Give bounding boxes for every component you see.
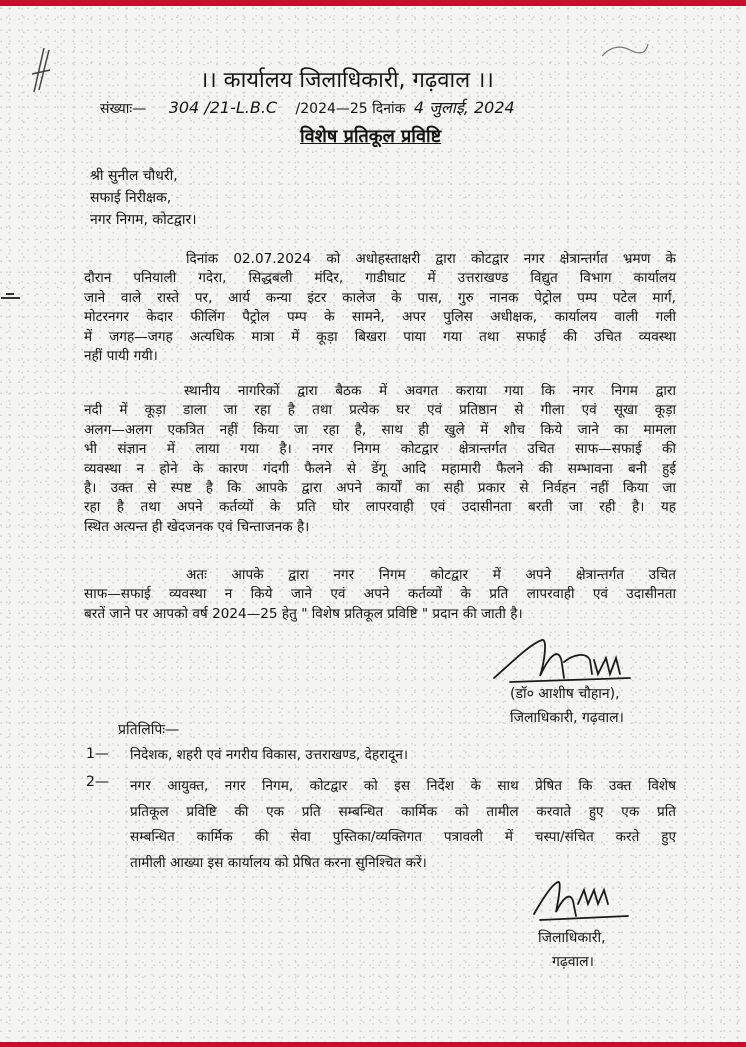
- paragraph-inspection: [84, 250, 676, 366]
- addressee-office: नगर निगम, कोटद्वार।: [90, 212, 197, 228]
- paragraph-line: भी संज्ञान में लाया गया है। नगर निगम कोटद्वार क्षेत्रान्तर्गत उचित साफ—सफाई की: [84, 441, 676, 458]
- paragraph-line: अलग—अलग एकत्रित नहीं किया जा रहा है, साथ ही खुले में शौच किये जाने का मामला: [84, 421, 676, 438]
- office-heading: ।। कार्यालय जिलाधिकारी, गढ़वाल ।।: [200, 68, 494, 93]
- copy-item-line: तामीली आख्या इस कार्यालय को प्रेषित करना सुनिश्चित करें।: [130, 854, 427, 871]
- paragraph-line: बरतें जाने पर आपको वर्ष 2024—25 हेतु " विशेष प्रतिकूल प्रविष्टि " प्रदान की जाती है।: [84, 605, 523, 622]
- copy-item: [130, 774, 676, 876]
- copy-item-line: प्रतिकूल प्रविष्टि की एक प्रति सम्बन्धित कार्मिक को तामील करवाते हुए एक प्रति: [130, 803, 676, 820]
- addressee-designation: सफाई निरीक्षक,: [90, 190, 172, 206]
- reference-number: 304 /21-L.B.C: [168, 98, 278, 117]
- paragraph-adverse-entry: [84, 566, 676, 624]
- handwritten-signature: [528, 874, 638, 924]
- subject-heading: विशेष प्रतिकूल प्रविष्टि: [300, 126, 442, 147]
- paragraph-line: है। उक्त से स्पष्ट है कि आपके द्वारा अपने कार्यों का सही प्रकार से निर्वहन नहीं किया जा: [84, 480, 676, 497]
- paragraph-line: मोटरनगर केदार फीलिंग पैट्रोल पम्प के सामने, अपर पुलिस अधीक्षक, कार्यालय वाली गली: [84, 309, 676, 326]
- letter-page: [0, 6, 746, 1042]
- signatory-designation: जिलाधिकारी, गढ़वाल।: [510, 710, 624, 726]
- paragraph-line: दौरान पनियाली गदेरा, सिद्धबली मंदिर, गाडीघाट में उत्तराखण्ड विद्युत विभाग कार्यालय: [84, 270, 676, 287]
- reference-label: संख्याः—: [100, 101, 147, 117]
- reference-suffix: /2024—25 दिनांक: [295, 101, 406, 117]
- copy-item-line: निदेशक, शहरी एवं नगरीय विकास, उत्तराखण्ड, देहरादून।: [130, 747, 409, 763]
- handwritten-signature: [490, 634, 640, 686]
- copy-to-heading: प्रतिलिपिः—: [118, 722, 180, 738]
- copy-item-line: सम्बन्धित कार्मिक की सेवा पुस्तिका/व्यक्तिगत पत्रावली में चस्पा/संचित करते हुए: [130, 829, 676, 845]
- paragraph-line: नदी में कूड़ा डाला जा रहा है तथा प्रत्येक घर एवं प्रतिष्ठान से गीला एवं सूखा कूड़ा: [84, 402, 676, 419]
- reference-line: [100, 96, 515, 118]
- margin-scribble-icon: [30, 44, 54, 94]
- corner-scribble-icon: [600, 38, 650, 62]
- letter-date: 4 जुलाई, 2024: [413, 98, 515, 117]
- paragraph-line: अतः आपके द्वारा नगर निगम कोटद्वार में अपने क्षेत्रान्तर्गत उचित: [186, 567, 676, 583]
- copy-item-number: 1—: [86, 746, 109, 762]
- copy-item-line: नगर आयुक्त, नगर निगम, कोटद्वार को इस निर्देश के साथ प्रेषित कि उक्त विशेष: [130, 778, 676, 794]
- paragraph-line: रहा है तथा अपने कर्तव्यों के प्रति घोर लापरवाही एवं उदासीनता बरती जा रही है। यह: [84, 499, 676, 516]
- margin-mark-icon: [0, 291, 22, 305]
- signatory-name: (डॉ० आशीष चौहान),: [510, 686, 620, 702]
- paragraph-line: जाने वाले रास्ते पर, आर्य कन्या इंटर कालेज के पास, गुरु नानक पेट्रोल पम्प पटेल मार्ग,: [84, 289, 676, 306]
- paragraph-line: स्थित अत्यन्त ही खेदजनक एवं चिन्ताजनक है।: [84, 518, 310, 535]
- paragraph-line: साफ—सफाई व्यवस्था न किये जाने एवं अपने कर्तव्यों के प्रति लापरवाही एवं उदासीनता: [84, 586, 676, 603]
- paragraph-line: दिनांक 02.07.2024 को अधोहस्ताक्षरी द्वारा कोटद्वार नगर क्षेत्रान्तर्गत भ्रमण के: [186, 251, 676, 267]
- paragraph-line: में जगह—जगह अत्यधिक मात्रा में कूड़ा बिखरा पाया गया तथा सफाई की उचित व्यवस्था: [84, 328, 676, 345]
- copy-item: [130, 746, 676, 765]
- paragraph-complaints: [84, 382, 676, 537]
- final-signatory-district: गढ़वाल।: [552, 954, 594, 970]
- paragraph-line: नहीं पायी गयी।: [84, 348, 158, 365]
- final-signatory-designation: जिलाधिकारी,: [538, 930, 606, 946]
- addressee-name: श्री सुनील चौधरी,: [90, 168, 178, 184]
- paragraph-line: स्थानीय नागरिकों द्वारा बैठक में अवगत कराया गया कि नगर निगम द्वारा: [184, 383, 676, 399]
- copy-item-number: 2—: [86, 774, 109, 790]
- paragraph-line: व्यवस्था न होने के कारण गंदगी फैलने से डेंगू आदि महामारी फैलने की सम्भावना बनी हुई: [84, 460, 676, 477]
